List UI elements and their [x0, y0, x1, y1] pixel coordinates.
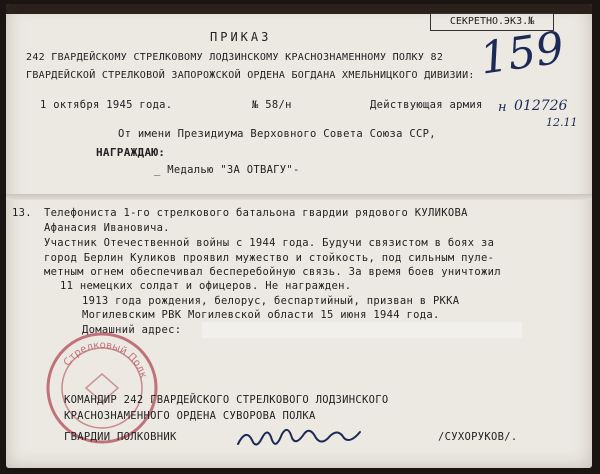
- unit-line-1: 242 ГВАРДЕЙСКОМУ СТРЕЛКОВОМУ ЛОДЗИНСКОМУ КРАСНОЗНАМЕННОМУ ПОЛКУ 82: [26, 52, 444, 63]
- page-divider: [6, 194, 592, 200]
- handwritten-prefix: н: [498, 100, 507, 115]
- presidium-line: От имени Президиума Верховного Совета Союза ССР,: [118, 128, 436, 140]
- entry-line-3: Участник Отечественной войны с 1944 года. Будучи связистом в боях за: [44, 237, 495, 249]
- commander-rank: ГВАРДИИ ПОЛКОВНИК: [64, 431, 177, 443]
- unit-line-2: ГВАРДЕЙСКОЙ СТРЕЛКОВОЙ ЗАПОРОЖСКОЙ ОРДЕНА БОГДАНА ХМЕЛЬНИЦКОГО ДИВИЗИИ:: [26, 70, 475, 81]
- entry-line-1: Телефониста 1-го стрелкового батальона гвардии рядового КУЛИКОВА: [44, 207, 468, 219]
- order-date: 1 октября 1945 года.: [40, 99, 173, 111]
- entry-number: 13.: [12, 207, 32, 219]
- order-number: № 58/н: [252, 99, 292, 111]
- entry-line-9: Домашний адрес:: [82, 324, 182, 336]
- entry-line-8: Могилевским РВК Могилевской области 15 июня 1944 года.: [82, 309, 440, 321]
- entry-line-5: метным огнем обеспечивал бесперебойную связь. За время боев уничтожил: [44, 266, 501, 278]
- entry-line-4: город Берлин Куликов проявил мужество и стойкость, под сильным пуле-: [44, 252, 495, 264]
- commander-line-1: КОМАНДИР 242 ГВАРДЕЙСКОГО СТРЕЛКОВОГО ЛОДЗИНСКОГО: [64, 394, 389, 406]
- order-title: ПРИКАЗ: [210, 30, 272, 44]
- entry-line-6: 11 немецких солдат и офицеров. Не награжден.: [60, 280, 352, 292]
- archive-sub: 12.11: [546, 116, 578, 129]
- commander-name: /СУХОРУКОВ/.: [438, 431, 518, 443]
- svg-text:Стрелковый Полк: Стрелковый Полк: [61, 339, 149, 380]
- commander-signature: [234, 422, 374, 456]
- secret-stamp: СЕКРЕТНО.ЭКЗ.№: [430, 13, 554, 31]
- regiment-seal: [42, 328, 162, 448]
- archive-code: 012726: [514, 98, 568, 114]
- entry-line-7: 1913 года рождения, белорус, беспартийный, призван в РККА: [82, 295, 460, 307]
- order-location: Действующая армия: [370, 99, 483, 111]
- medal-line: _ Медалью "ЗА ОТВАГУ"-: [154, 164, 300, 176]
- address-redaction: [202, 322, 522, 338]
- awards-heading: НАГРАЖДАЮ:: [96, 146, 166, 159]
- handwritten-number: 159: [476, 22, 568, 85]
- entry-line-2: Афанасия Ивановича.: [44, 222, 170, 234]
- document-sheet: [6, 4, 592, 468]
- commander-line-2: КРАСНОЗНАМЕННОГО ОРДЕНА СУВОРОВА ПОЛКА: [64, 410, 316, 422]
